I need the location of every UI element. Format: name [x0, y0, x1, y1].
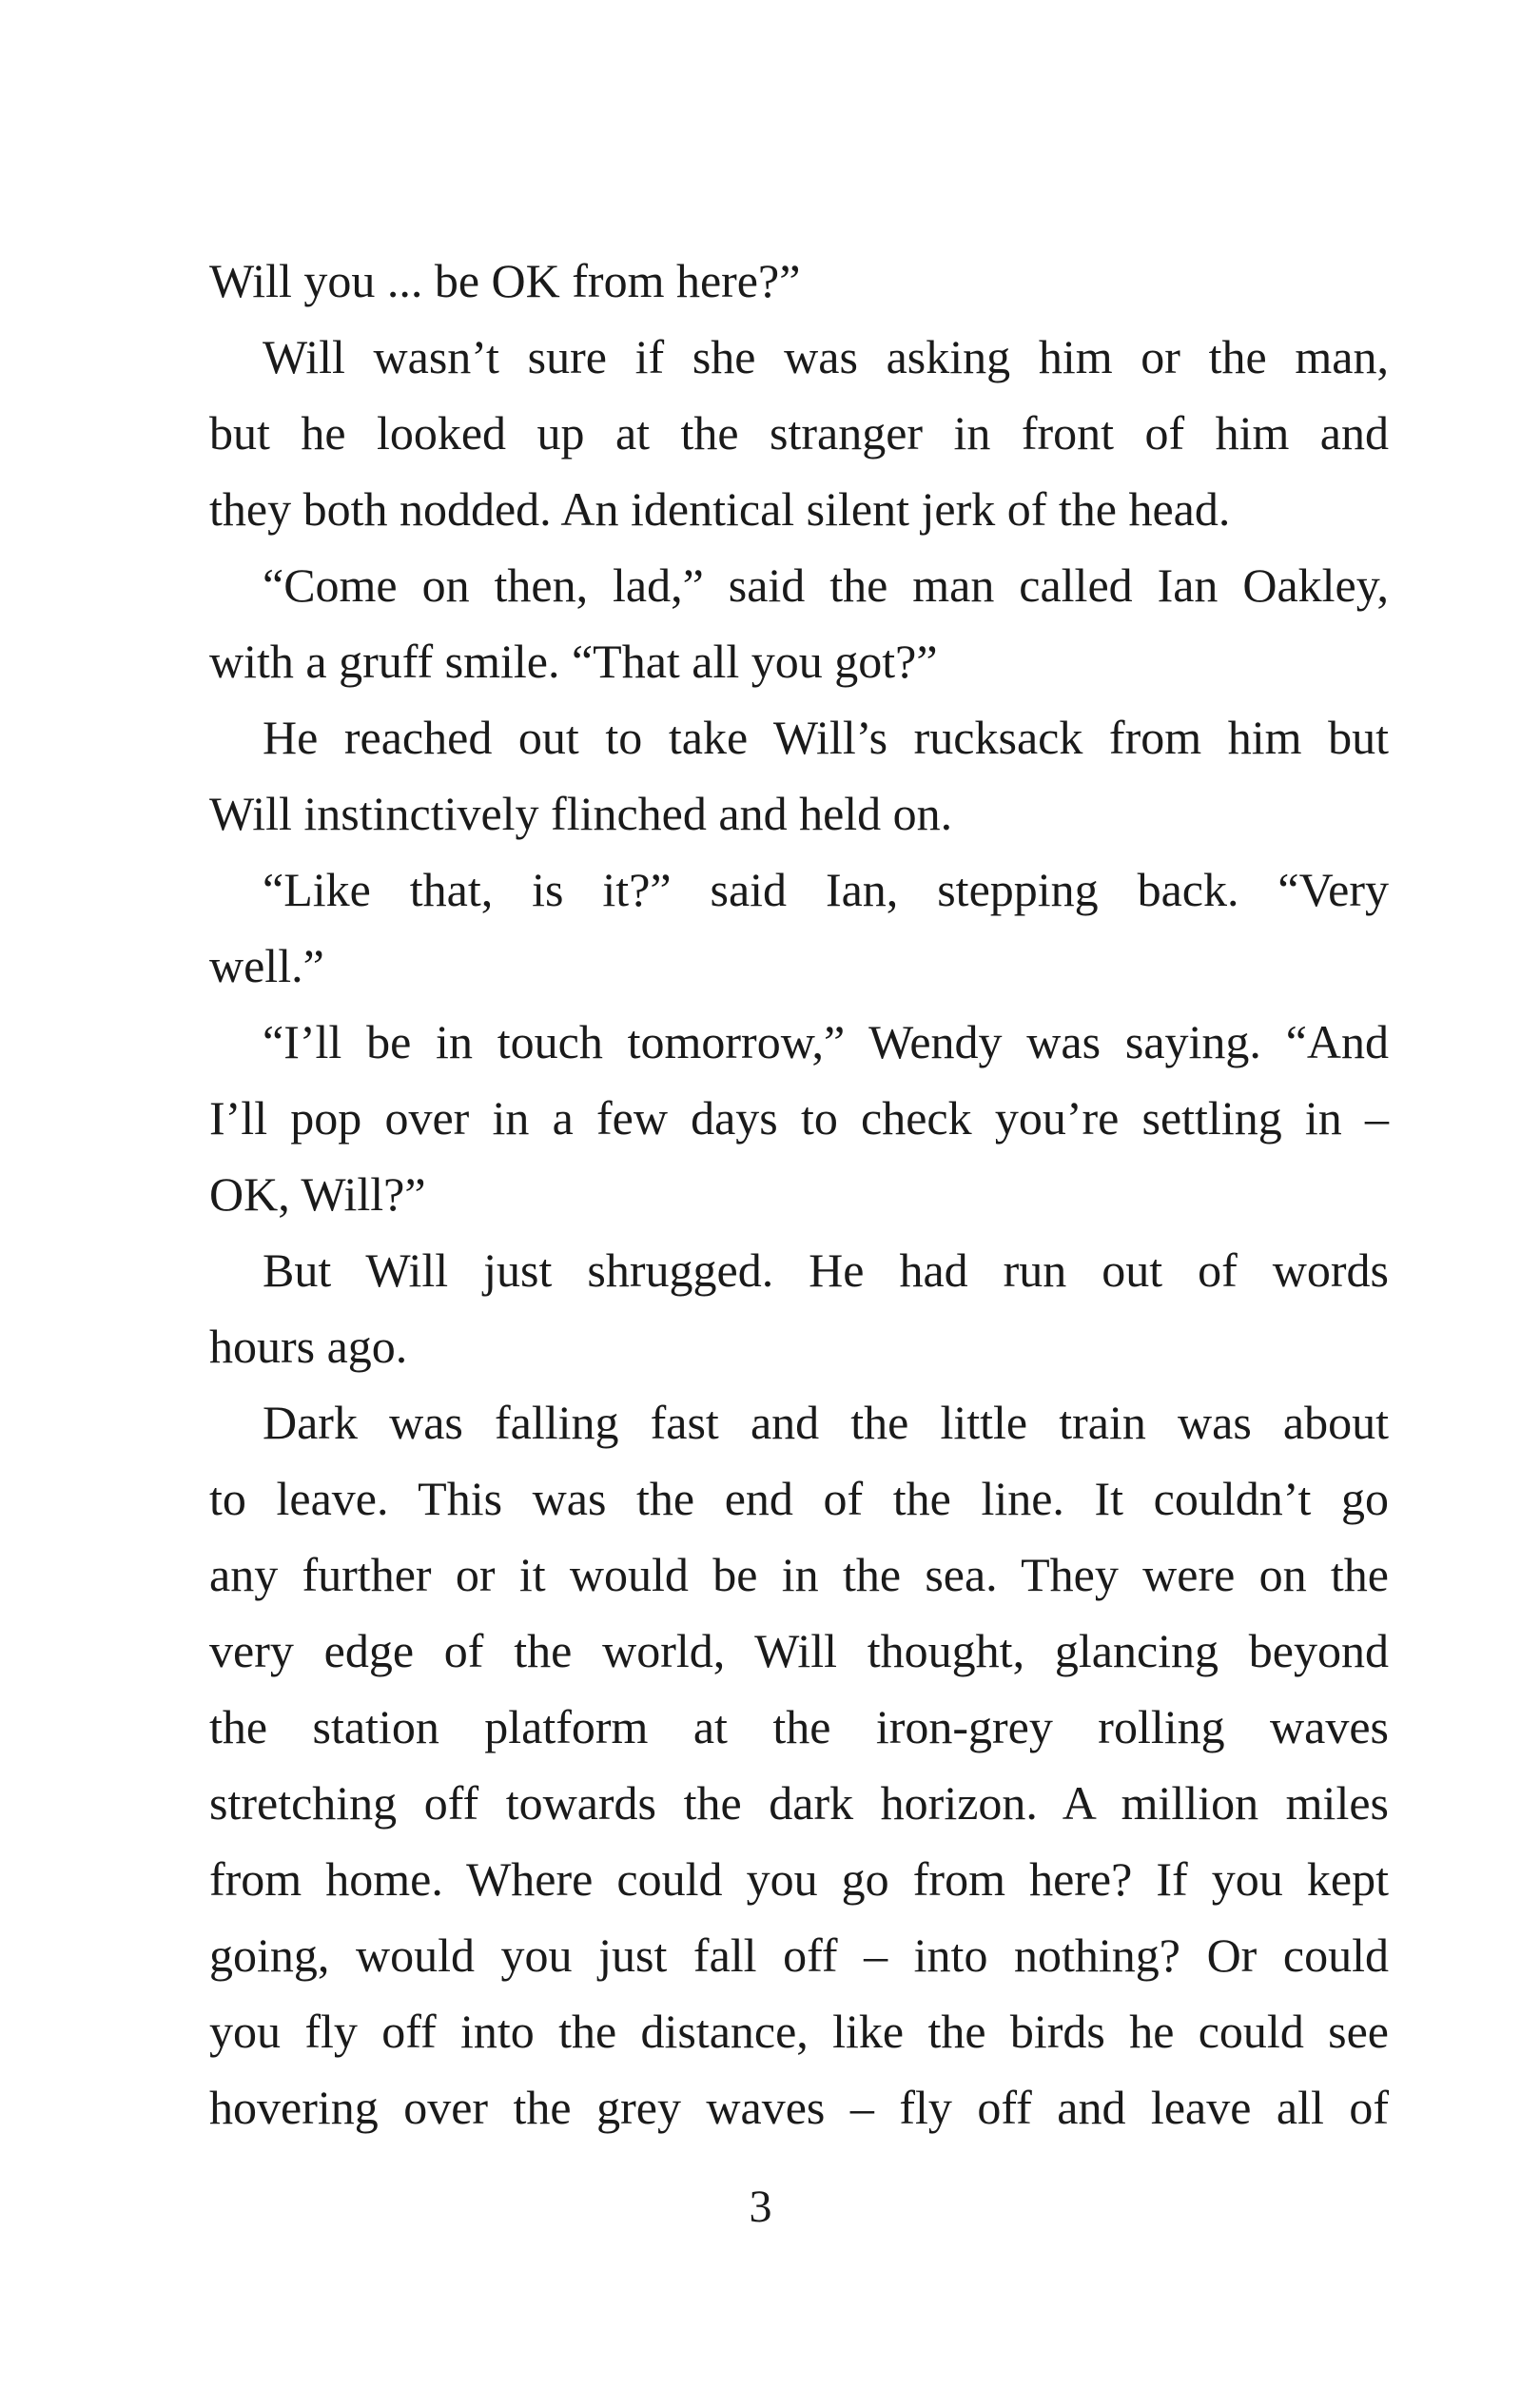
text-line: “I’ll be in touch tomorrow,” Wendy was saying. “And — [263, 1015, 1389, 1068]
text-line: but he looked up at the stranger in front of him and — [209, 406, 1389, 460]
text-line: any further or it would be in the sea. They were on the — [209, 1548, 1389, 1601]
text-line: Will you ... be OK from here?” — [209, 254, 801, 307]
text-line: I’ll pop over in a few days to check you’re settling in – — [209, 1091, 1389, 1145]
text-line: the station platform at the iron-grey rolling waves — [209, 1700, 1389, 1753]
text-line: But Will just shrugged. He had run out of words — [263, 1243, 1389, 1297]
text-line: “Come on then, lad,” said the man called Ian Oakley, — [263, 558, 1389, 612]
text-line: with a gruff smile. “That all you got?” — [209, 635, 938, 688]
text-line: “Like that, is it?” said Ian, stepping back. “Very — [263, 863, 1389, 916]
text-line: very edge of the world, Will thought, glancing beyond — [209, 1624, 1389, 1677]
text-line: Will wasn’t sure if she was asking him or the man, — [263, 330, 1389, 383]
text-line: to leave. This was the end of the line. It couldn’t go — [209, 1472, 1389, 1525]
text-line: Dark was falling fast and the little train was about — [263, 1396, 1389, 1449]
text-line: Will instinctively flinched and held on. — [209, 787, 953, 840]
text-line: you fly off into the distance, like the birds he could see — [209, 2005, 1389, 2058]
text-line: they both nodded. An identical silent jerk of the head. — [209, 482, 1231, 536]
page-number: 3 — [749, 2182, 772, 2232]
text-line: OK, Will?” — [209, 1167, 426, 1221]
text-line: hours ago. — [209, 1320, 408, 1373]
body-text — [209, 243, 1389, 2145]
text-line: stretching off towards the dark horizon. A million miles — [209, 1776, 1389, 1830]
text-line: hovering over the grey waves – fly off and leave all of — [209, 2081, 1389, 2134]
text-line: going, would you just fall off – into nothing? Or could — [209, 1928, 1389, 1982]
text-line: from home. Where could you go from here? If you kept — [209, 1852, 1389, 1906]
text-line: He reached out to take Will’s rucksack from him but — [263, 711, 1389, 764]
text-line: well.” — [209, 939, 324, 992]
